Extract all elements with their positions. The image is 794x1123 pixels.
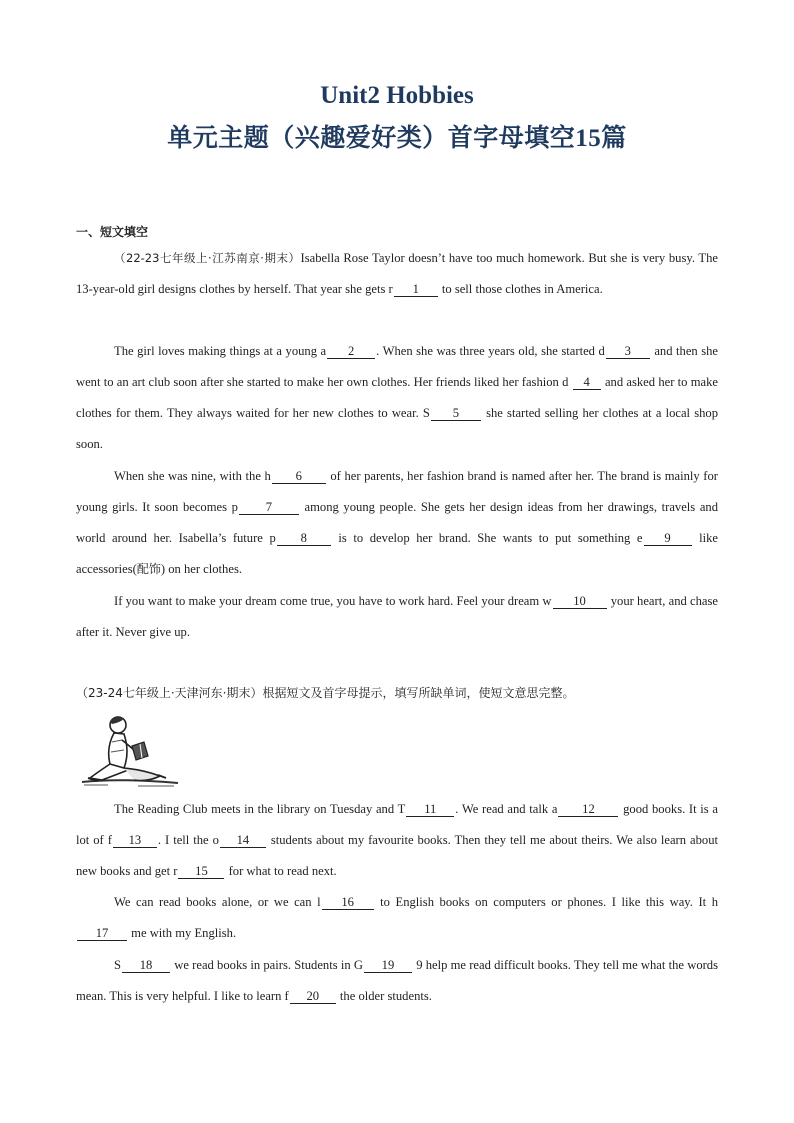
text: good books. It is a lot of f xyxy=(76,802,718,847)
text: your heart, and chase after it. Never give up. xyxy=(76,594,718,639)
passage2-paragraph-2 xyxy=(76,887,718,949)
text: If you want to make your dream come true, you have to work hard. Feel your dream w xyxy=(114,594,552,608)
text: The girl loves making things at a young a xyxy=(114,344,327,358)
blank-1[interactable]: 1 xyxy=(394,282,438,297)
passage1-source: （22-23七年级上·江苏南京·期末） xyxy=(114,251,301,265)
text: of her parents, her fashion brand is named after her. The brand is mainly for young girls. It soon becomes p xyxy=(76,469,718,514)
text: Isabella Rose Taylor doesn’t have too much homework. But she is very busy. The 13-year-old girl designs clothes by herself. That year she gets r xyxy=(76,251,718,296)
passage2-paragraph-1 xyxy=(76,794,718,887)
text: the older students. xyxy=(339,989,432,1003)
blank-10[interactable]: 10 xyxy=(553,594,607,609)
blank-19[interactable]: 19 xyxy=(364,958,412,973)
title-chinese xyxy=(0,118,794,154)
text: 9 help me read difficult books. They tell me what the words mean. This is very helpful. I like to learn f xyxy=(76,958,719,1003)
text: to English books on computers or phones. I like this way. It h xyxy=(380,895,718,909)
title-cn-suffix: 篇 xyxy=(601,123,627,152)
blank-8[interactable]: 8 xyxy=(277,531,331,546)
text: for what to read next. xyxy=(228,864,337,878)
blank-7[interactable]: 7 xyxy=(239,500,299,515)
boy-reading-illustration xyxy=(78,712,182,788)
text: ) on her clothes. xyxy=(160,562,242,576)
blank-11[interactable]: 11 xyxy=(406,802,454,817)
text: like accessories( xyxy=(76,531,718,576)
blank-2[interactable]: 2 xyxy=(327,344,375,359)
blank-15[interactable]: 15 xyxy=(178,864,224,879)
title-cn-prefix: 单元主题（兴趣爱好类）首字母填空 xyxy=(167,123,576,152)
text: When she was nine, with the h xyxy=(114,469,271,483)
title-english: Unit2 Hobbies xyxy=(320,82,474,109)
text: and then she went to an art club soon after she started to make her own clothes. Her friends liked her fashion d xyxy=(76,344,719,389)
passage2-instruction xyxy=(76,684,575,701)
blank-17[interactable]: 17 xyxy=(77,926,127,941)
text: among young people. She gets her design ideas from her drawings, travels and world around her. Isabella’s future p xyxy=(76,500,719,545)
blank-13[interactable]: 13 xyxy=(113,833,157,848)
text: we read books in pairs. Students in G xyxy=(174,958,363,972)
passage1-paragraph-3 xyxy=(76,461,718,585)
passage1-paragraph-4 xyxy=(76,586,718,648)
text: S xyxy=(114,958,122,972)
text: The Reading Club meets in the library on Tuesday and T xyxy=(114,802,406,816)
blank-9[interactable]: 9 xyxy=(644,531,692,546)
passage2-source: （23-24七年级上·天津河东·期末） xyxy=(76,686,263,700)
instruction-text: 根据短文及首字母提示，填写所缺单词，使短文意思完整。 xyxy=(262,686,575,700)
text: me with my English. xyxy=(131,926,237,940)
blank-20[interactable]: 20 xyxy=(290,989,336,1004)
blank-16[interactable]: 16 xyxy=(322,895,374,910)
text: to sell those clothes in America. xyxy=(441,282,603,296)
blank-3[interactable]: 3 xyxy=(606,344,650,359)
blank-5[interactable]: 5 xyxy=(431,406,481,421)
title-cn-number: 15 xyxy=(575,125,602,152)
blank-6[interactable]: 6 xyxy=(272,469,326,484)
passage2-paragraph-3 xyxy=(76,950,718,1012)
passage1-paragraph-2 xyxy=(76,336,718,460)
blank-4[interactable]: 4 xyxy=(573,375,601,390)
blank-14[interactable]: 14 xyxy=(220,833,266,848)
text: is to develop her brand. She wants to put something e xyxy=(338,531,643,545)
text: . When she was three years old, she started d xyxy=(376,344,605,358)
text: students about my favourite books. Then they tell me about theirs. We also learn about new books and get r xyxy=(76,833,718,878)
section-heading: 一、短文填空 xyxy=(76,225,149,239)
text-cn: 配饰 xyxy=(136,562,161,576)
text: . I tell the o xyxy=(157,833,219,847)
text: We can read books alone, or we can l xyxy=(114,895,321,909)
passage1-paragraph-1 xyxy=(76,243,718,305)
blank-12[interactable]: 12 xyxy=(558,802,618,817)
text: . We read and talk a xyxy=(455,802,558,816)
blank-18[interactable]: 18 xyxy=(122,958,170,973)
text: she started selling her clothes at a local shop soon. xyxy=(76,406,718,451)
text: and asked her to make clothes for them. They always waited for her new clothes to wear. S xyxy=(76,375,718,420)
